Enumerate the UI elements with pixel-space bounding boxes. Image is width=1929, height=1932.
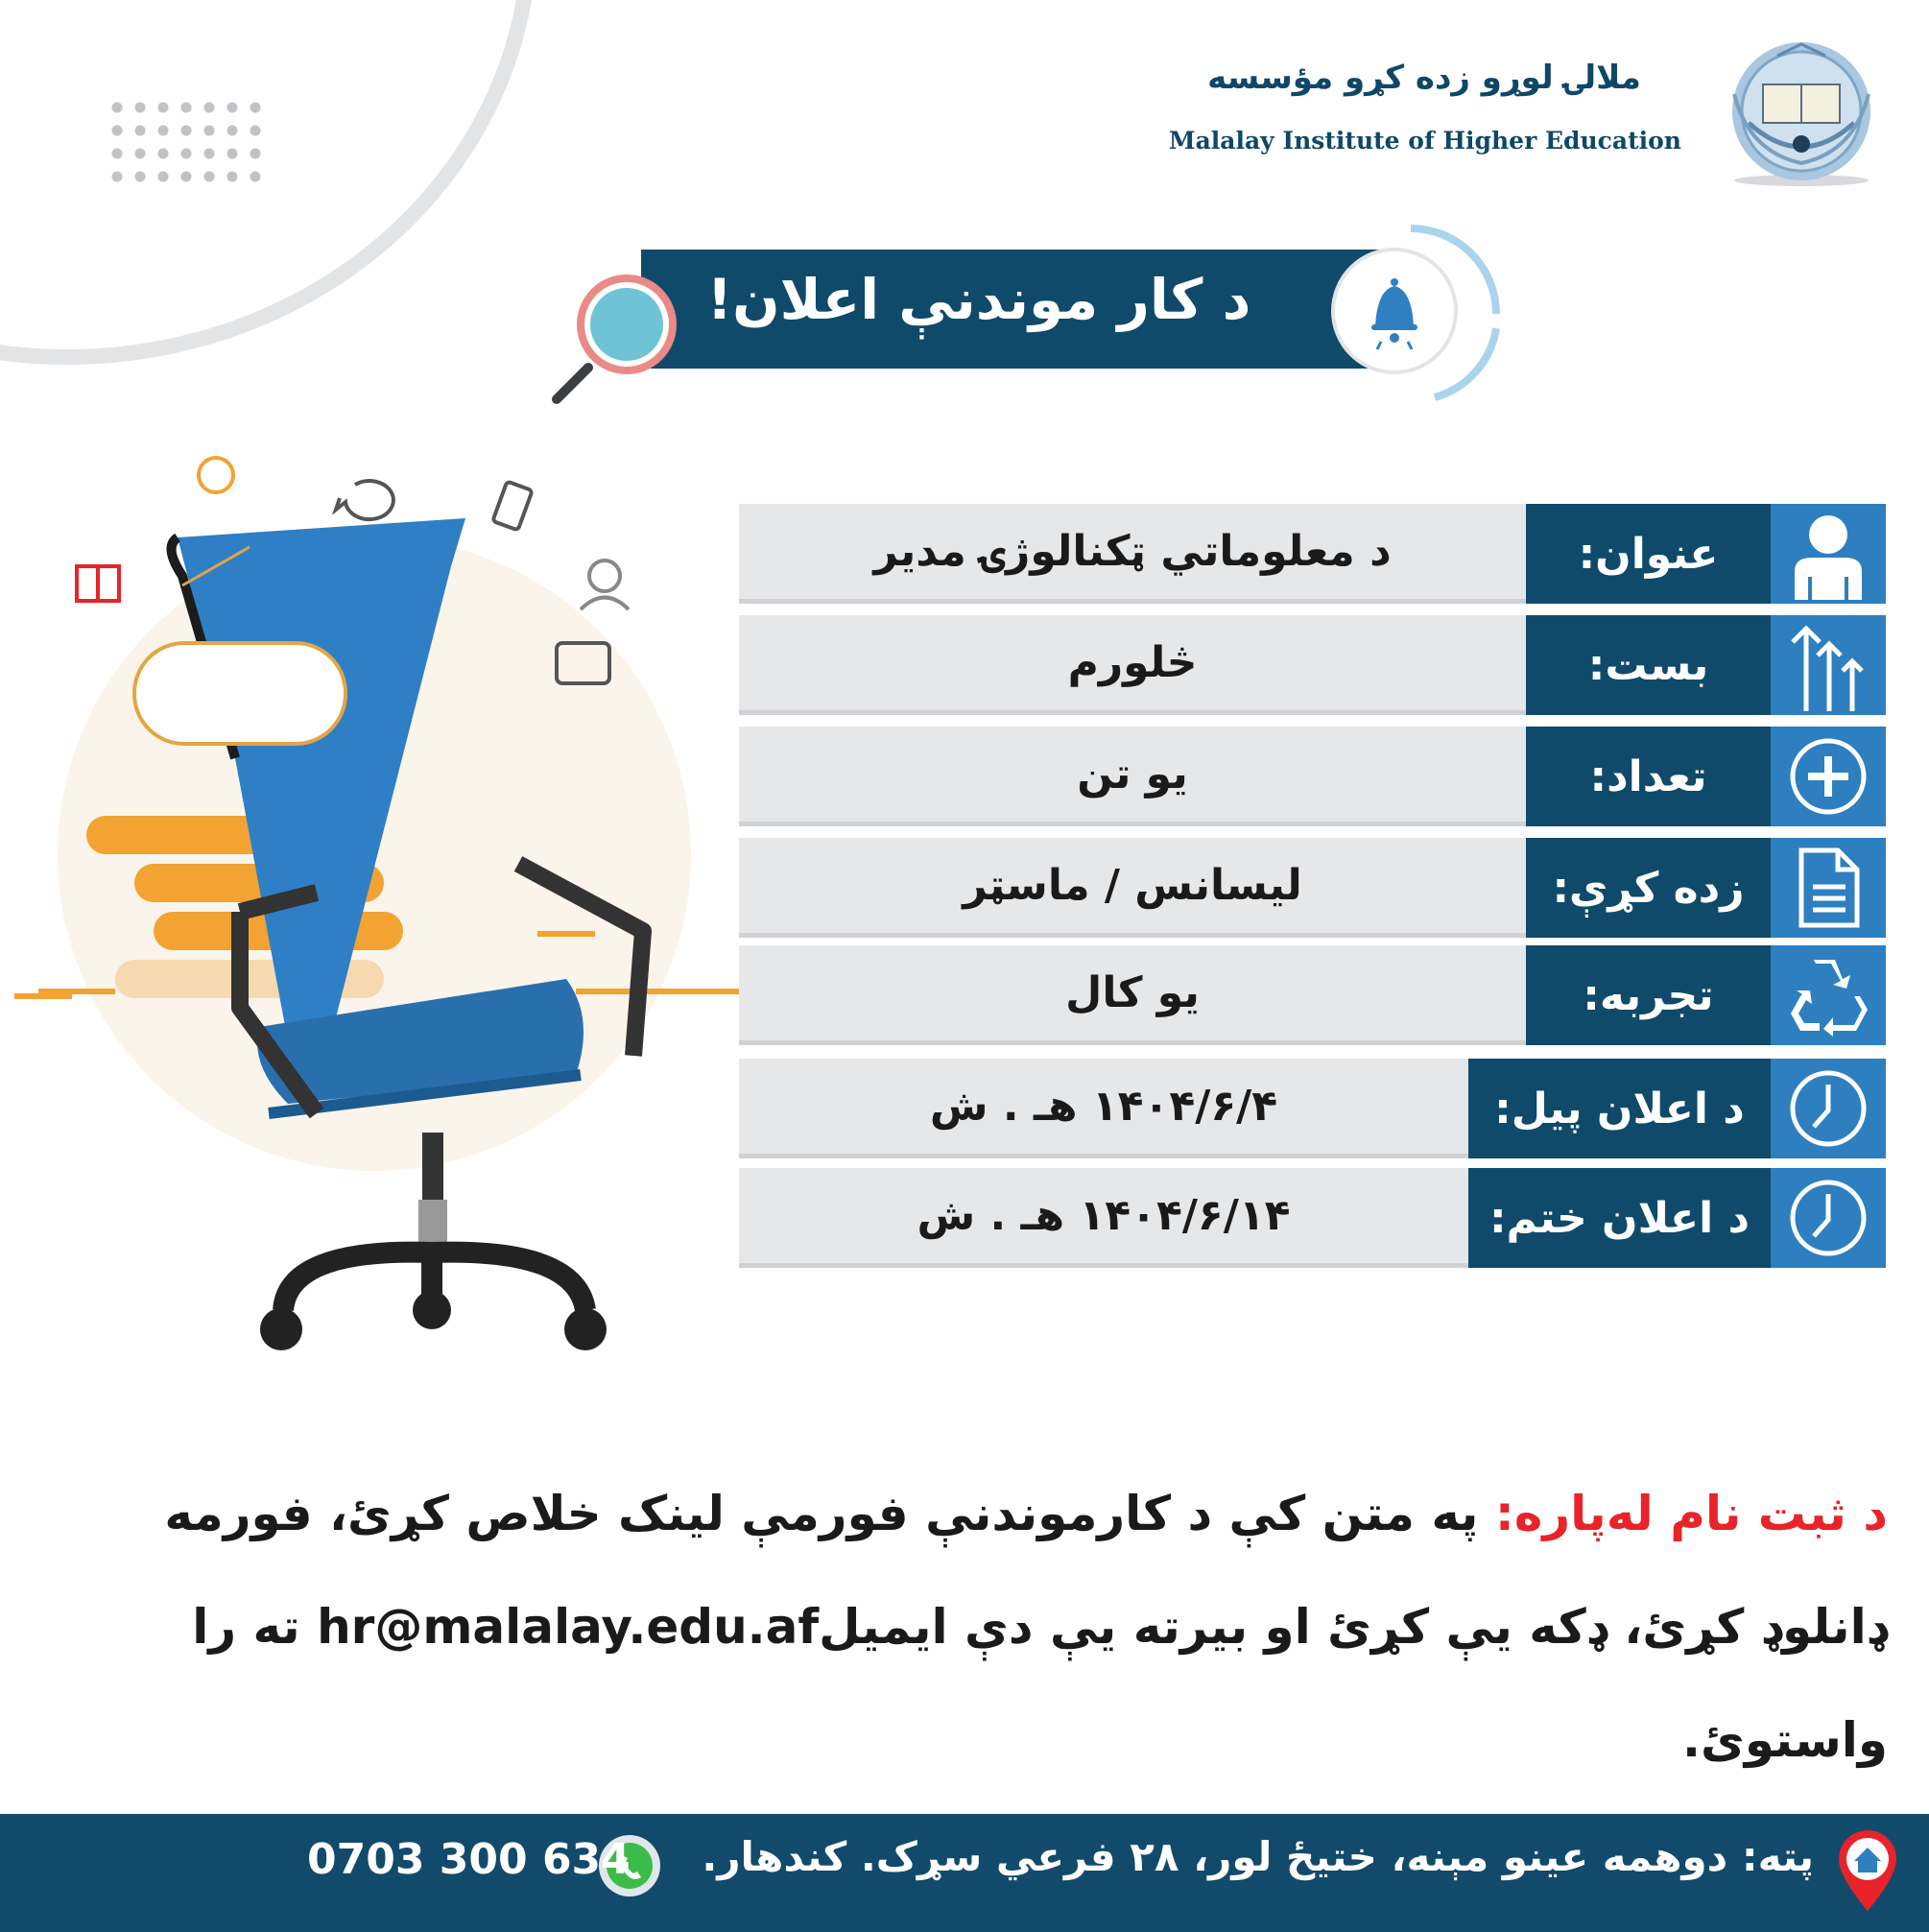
info-value: ۱۴۰۴/۶/۴ هـ . ش xyxy=(739,1059,1468,1158)
info-value: ۱۴۰۴/۶/۱۴ هـ . ش xyxy=(739,1168,1468,1268)
brand-name-pashto: ملالۍ لوړو زده کړو مؤسسه xyxy=(1207,59,1641,97)
bell-icon xyxy=(1320,223,1502,405)
instructions-tail: ته را واستوئ. xyxy=(192,1599,1888,1768)
info-label: د اعلان ختم: xyxy=(1468,1168,1771,1268)
info-value: د معلوماتي ټکنالوژۍ مدیر xyxy=(739,504,1526,604)
info-row-experience xyxy=(739,945,1886,1045)
brand-name-english: Malalay Institute of Higher Education xyxy=(1168,127,1681,155)
info-label: بست: xyxy=(1526,615,1771,715)
magnifier-icon xyxy=(545,272,689,416)
info-row-rank xyxy=(739,615,1886,715)
recycle-icon xyxy=(1771,945,1886,1045)
info-row-education xyxy=(739,838,1886,938)
clock-icon xyxy=(1771,1168,1886,1268)
info-value: څلورم xyxy=(739,615,1526,715)
info-value: یو کال xyxy=(739,945,1526,1045)
info-label: د اعلان پیل: xyxy=(1468,1059,1771,1158)
page-title: د کار موندنې اعلان! xyxy=(706,267,1251,332)
decorative-dot-grid xyxy=(106,96,269,182)
document-icon xyxy=(1771,838,1886,938)
info-label: عنوان: xyxy=(1526,504,1771,604)
registration-instructions xyxy=(60,1457,1888,1797)
decorative-ring xyxy=(0,0,537,365)
person-icon xyxy=(1771,504,1886,604)
instructions-text: په متن کې د کارموندنې فورمې لینک خلاص کړئ، فورمه ډانلوډ کړئ، ډکه یې کړئ او بیرته یې دې ایمیل xyxy=(164,1486,1888,1655)
info-value: لیسانس / ماسټر xyxy=(739,838,1526,938)
footer-phone[interactable]: 0703 300 634 xyxy=(307,1835,631,1884)
footer-address: پته: دوهمه عینو مېنه، ختیځ لور، ۲۸ فرعي سړک. کندهار. xyxy=(702,1833,1814,1880)
info-row-start-date xyxy=(739,1059,1886,1158)
location-home-icon xyxy=(1833,1828,1902,1913)
email-link[interactable]: hr@malalay.edu.af xyxy=(317,1599,820,1655)
info-row-count xyxy=(739,727,1886,826)
office-chair-illustration xyxy=(0,441,749,1363)
info-label: زده کړې: xyxy=(1526,838,1771,938)
clock-icon xyxy=(1771,1059,1886,1158)
plus-circle-icon xyxy=(1771,727,1886,826)
info-row-title xyxy=(739,504,1886,604)
instructions-lead: د ثبت نام لەپارە: xyxy=(1494,1486,1888,1541)
info-value: یو تن xyxy=(739,727,1526,826)
info-row-end-date xyxy=(739,1168,1886,1268)
info-label: تعداد: xyxy=(1526,727,1771,826)
rank-arrows-icon xyxy=(1771,615,1886,715)
institute-logo-icon xyxy=(1710,36,1893,190)
info-label: تجربه: xyxy=(1526,945,1771,1045)
